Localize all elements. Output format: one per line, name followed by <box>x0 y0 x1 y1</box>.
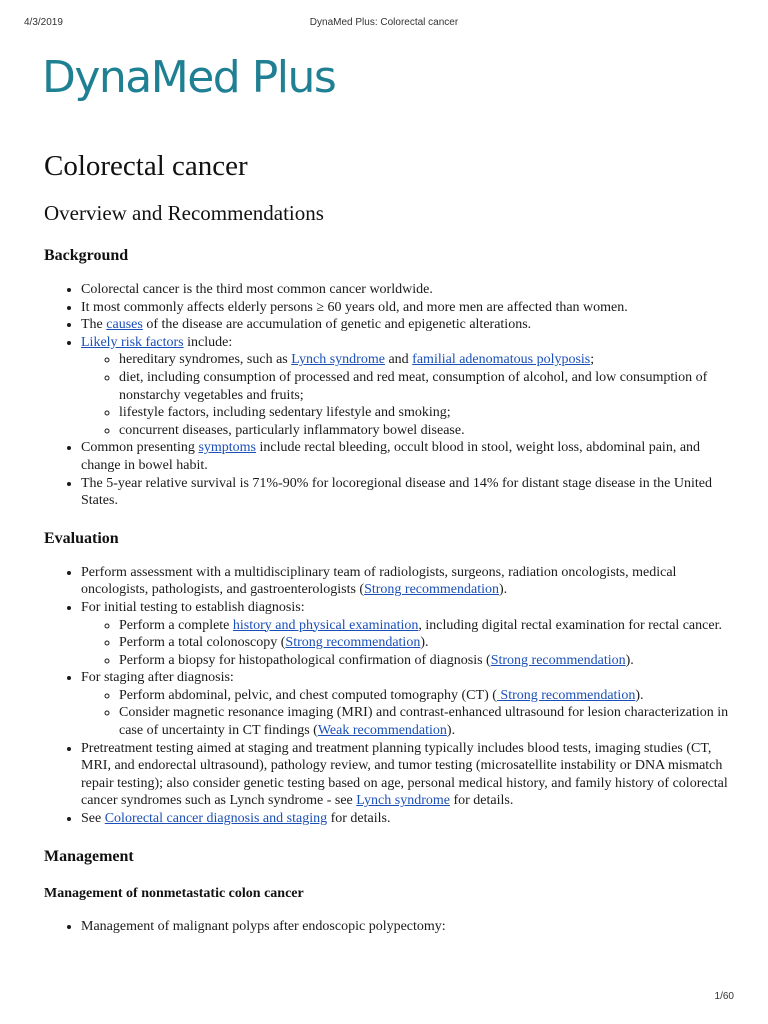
list-text: Perform abdominal, pelvic, and chest computed tomography (CT) ( <box>119 687 497 703</box>
list-text: ). <box>499 582 508 598</box>
list-item <box>81 740 734 810</box>
list-text: See <box>81 811 105 827</box>
list-text: For staging after diagnosis: <box>81 670 234 686</box>
list-text: Pretreatment testing aimed at staging and treatment planning typically includes blood tests, imaging studies (CT, MRI, and endorectal ultrasound), pathology review, and tumor testing (microsatellite instability or DNA mismatch repair testing); also consider genetic testing based on age, personal medical history, and family history of colorectal cancer syndromes such as Lynch syndrome - see <box>81 740 728 809</box>
list-text: and <box>384 352 413 368</box>
list-item <box>119 617 734 635</box>
list-text: include: <box>183 334 233 350</box>
page-number: 1/60 <box>714 991 734 1002</box>
strong-recommendation-link[interactable]: Strong recommendation <box>285 635 421 651</box>
initial-testing-sublist <box>81 617 734 670</box>
list-text: Colorectal cancer is the third most common cancer worldwide. <box>81 282 433 297</box>
list-text: for details. <box>449 793 514 809</box>
list-item <box>119 687 734 705</box>
list-text: include rectal bleeding, occult blood in stool, weight loss, abdominal pain, and change in bowel habit. <box>81 440 701 473</box>
list-item <box>81 281 734 299</box>
list-item <box>119 351 734 369</box>
staging-sublist <box>81 687 734 740</box>
list-text: diet, including consumption of processed and red meat, consumption of alcohol, and low consumption of nonstarchy vegetables and fruits; <box>119 369 708 403</box>
management-subheading: Management of nonmetastatic colon cancer <box>44 885 304 901</box>
list-text: of the disease are accumulation of genetic and epigenetic alterations. <box>142 317 532 333</box>
dynamed-plus-logo: DynaMed Plus <box>42 52 336 103</box>
list-text: ). <box>635 687 644 703</box>
causes-link[interactable]: causes <box>106 317 143 333</box>
evaluation-list <box>44 564 734 828</box>
list-item <box>81 439 734 474</box>
background-list <box>44 281 734 510</box>
list-text: ). <box>420 635 429 651</box>
print-header <box>0 17 768 31</box>
symptoms-link[interactable]: symptoms <box>198 440 257 456</box>
strong-recommendation-link[interactable]: Strong recommendation <box>490 652 626 668</box>
list-item <box>119 704 734 739</box>
list-item <box>81 316 734 334</box>
management-list <box>44 918 734 936</box>
list-item <box>81 564 734 599</box>
risk-factors-sublist <box>81 351 734 439</box>
list-text: The 5-year relative survival is 71%-90% for locoregional disease and 14% for distant stage disease in the United States. <box>81 475 712 509</box>
history-physical-exam-link[interactable]: history and physical examination <box>232 617 419 633</box>
familial-adenomatous-polyposis-link[interactable]: familial adenomatous polyposis <box>412 352 591 368</box>
risk-factors-link[interactable]: Likely risk factors <box>81 334 184 350</box>
list-item <box>81 599 734 669</box>
section-title: Overview and Recommendations <box>44 201 324 225</box>
list-text: Perform a biopsy for histopathological confirmation of diagnosis ( <box>119 652 491 668</box>
list-text: concurrent diseases, particularly inflammatory bowel disease. <box>119 422 465 438</box>
list-text: For initial testing to establish diagnosis: <box>81 599 305 615</box>
list-item <box>119 634 734 652</box>
list-text: , including digital rectal examination for rectal cancer. <box>418 617 722 633</box>
strong-recommendation-link[interactable]: Strong recommendation <box>364 582 500 598</box>
list-text: It most commonly affects elderly persons ≥ 60 years old, and more men are affected than women. <box>81 299 628 315</box>
list-text: Consider magnetic resonance imaging (MRI) and contrast-enhanced ultrasound for lesion characterization in case of uncertainty in CT findings ( <box>119 705 729 739</box>
management-heading: Management <box>44 847 134 865</box>
lynch-syndrome-link[interactable]: Lynch syndrome <box>356 793 450 809</box>
list-item <box>81 810 734 828</box>
background-heading: Background <box>44 247 129 264</box>
list-text: lifestyle factors, including sedentary lifestyle and smoking; <box>119 405 451 421</box>
evaluation-heading: Evaluation <box>44 529 119 547</box>
lynch-syndrome-link[interactable]: Lynch syndrome <box>291 352 385 368</box>
list-item <box>119 404 734 422</box>
list-text: Perform a total colonoscopy ( <box>119 635 286 651</box>
list-item <box>81 918 734 936</box>
strong-recommendation-link[interactable]: Strong recommendation <box>496 687 636 703</box>
print-title: DynaMed Plus: Colorectal cancer <box>309 17 459 28</box>
list-text: Management of malignant polyps after endoscopic polypectomy: <box>81 918 446 934</box>
list-item <box>81 334 734 440</box>
list-text: ). <box>625 652 634 668</box>
list-text: ). <box>446 723 456 739</box>
list-text: Common presenting <box>81 440 199 456</box>
list-item <box>119 369 734 404</box>
list-item <box>119 652 734 670</box>
page-title: Colorectal cancer <box>44 150 248 182</box>
list-item <box>81 299 734 317</box>
print-date: 4/3/2019 <box>24 17 63 28</box>
list-text: Perform assessment with a multidisciplinary team of radiologists, surgeons, radiation oncologists, medical oncologists, pathologists, and gastroenterologists ( <box>81 564 677 598</box>
list-text: for details. <box>327 811 391 827</box>
article-content <box>44 147 734 935</box>
list-text: ; <box>590 352 595 368</box>
list-text: Perform a complete <box>119 617 233 633</box>
list-item <box>81 669 734 739</box>
weak-recommendation-link[interactable]: Weak recommendation <box>317 723 447 739</box>
list-text: hereditary syndromes, such as <box>119 352 292 368</box>
list-item <box>119 422 734 440</box>
diagnosis-staging-link[interactable]: Colorectal cancer diagnosis and staging <box>104 811 328 827</box>
list-text: The <box>81 317 107 333</box>
list-item <box>81 475 734 510</box>
